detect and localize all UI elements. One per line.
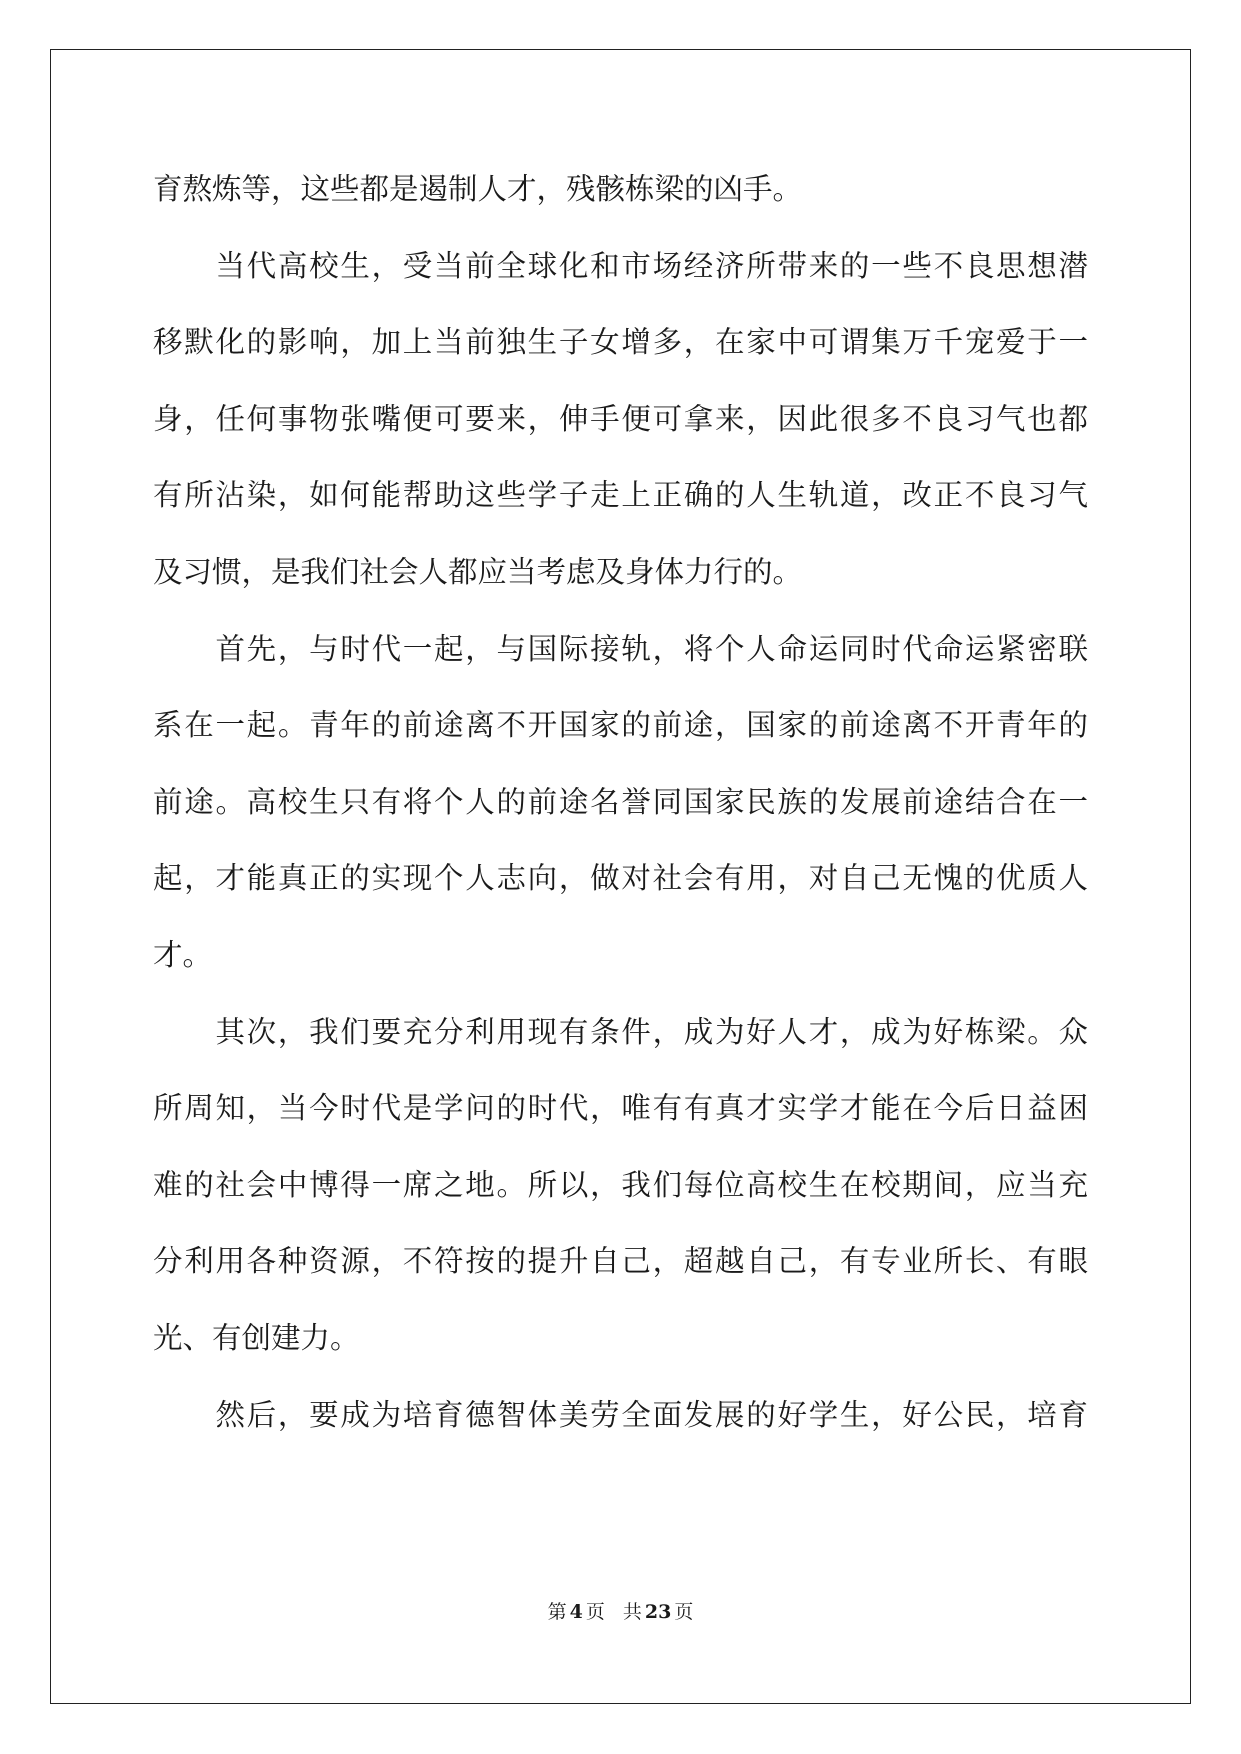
text-line: 当代高校生，受当前全球化和市场经济所带来的一些不良思想潜 bbox=[153, 248, 1088, 283]
text-line: 身，任何事物张嘴便可要来，伸手便可拿来，因此很多不良习气也都 bbox=[153, 401, 1088, 436]
text-line: 然后，要成为培育德智体美劳全面发展的好学生，好公民，培育 bbox=[153, 1397, 1088, 1432]
text-line: 有所沾染，如何能帮助这些学子走上正确的人生轨道，改正不良习气 bbox=[153, 478, 1088, 513]
page-suffix: 页 bbox=[585, 1601, 605, 1623]
text-line: 才。 bbox=[153, 937, 213, 972]
page-number: 4 bbox=[569, 1601, 583, 1623]
text-line: 移默化的影响，加上当前独生子女增多，在家中可谓集万千宠爱于一 bbox=[153, 325, 1088, 360]
total-prefix: 共 bbox=[622, 1601, 642, 1623]
text-line: 光、有创建力。 bbox=[153, 1320, 360, 1355]
total-pages: 23 bbox=[644, 1601, 672, 1623]
text-line: 系在一起。青年的前途离不开国家的前途，国家的前途离不开青年的 bbox=[153, 708, 1088, 743]
text-line: 分利用各种资源，不符按的提升自己，超越自己，有专业所长、有眼 bbox=[153, 1244, 1088, 1279]
text-line: 难的社会中博得一席之地。所以，我们每位高校生在校期间，应当充 bbox=[153, 1167, 1088, 1202]
page-prefix: 第 bbox=[547, 1601, 567, 1623]
page-footer bbox=[0, 1597, 1241, 1624]
text-line: 及习惯，是我们社会人都应当考虑及身体力行的。 bbox=[153, 554, 803, 589]
document-body bbox=[153, 151, 1088, 1453]
text-line: 育熬炼等，这些都是遏制人才，残骸栋梁的凶手。 bbox=[153, 172, 803, 206]
text-line: 首先，与时代一起，与国际接轨，将个人命运同时代命运紧密联 bbox=[153, 631, 1088, 666]
text-line: 起，才能真正的实现个人志向，做对社会有用，对自己无愧的优质人 bbox=[153, 861, 1088, 896]
text-line: 其次，我们要充分利用现有条件，成为好人才，成为好栋梁。众 bbox=[153, 1014, 1088, 1049]
total-suffix: 页 bbox=[674, 1601, 694, 1623]
text-line: 所周知，当今时代是学问的时代，唯有有真才实学才能在今后日益困 bbox=[153, 1091, 1088, 1126]
text-line: 前途。高校生只有将个人的前途名誉同国家民族的发展前途结合在一 bbox=[153, 784, 1088, 819]
